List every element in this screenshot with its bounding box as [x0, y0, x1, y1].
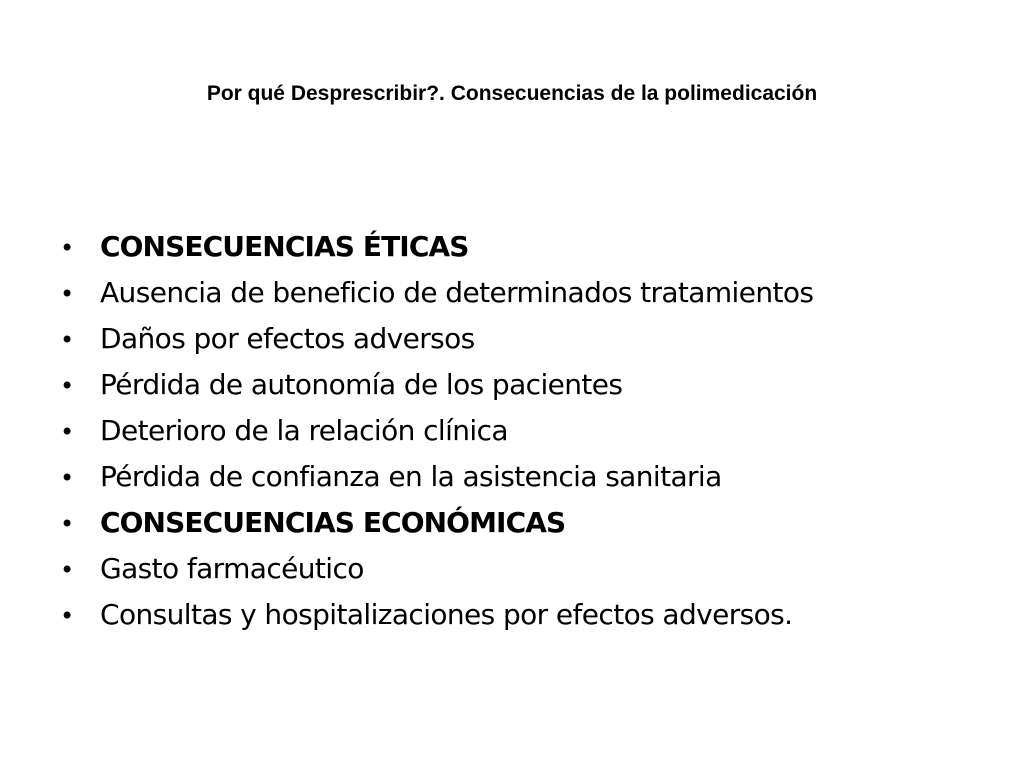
bullet-icon: •: [60, 510, 74, 538]
bullet-icon: •: [60, 234, 74, 262]
list-item-text: CONSECUENCIAS ÉTICAS: [100, 230, 469, 263]
bullet-icon: •: [60, 326, 74, 354]
list-item-text: Daños por efectos adversos: [100, 322, 475, 355]
bullet-icon: •: [60, 602, 74, 630]
list-item: [60, 408, 813, 454]
list-item-text: Gasto farmacéutico: [100, 552, 364, 585]
list-item: [60, 316, 813, 362]
list-item: [60, 592, 813, 638]
bullet-list: [60, 224, 813, 638]
list-item-text: Ausencia de beneficio de determinados tratamientos: [100, 276, 814, 309]
list-item-text: CONSECUENCIAS ECONÓMICAS: [100, 506, 566, 539]
list-item-text: Pérdida de autonomía de los pacientes: [100, 368, 623, 401]
bullet-icon: •: [60, 280, 74, 308]
list-item-text: Deterioro de la relación clínica: [100, 414, 508, 447]
list-item-text: Pérdida de confianza en la asistencia sanitaria: [100, 460, 722, 493]
list-item-text: Consultas y hospitalizaciones por efectos adversos.: [100, 598, 793, 631]
bullet-icon: •: [60, 556, 74, 584]
slide-title: Por qué Desprescribir?. Consecuencias de la polimedicación: [206, 82, 818, 105]
bullet-icon: •: [60, 464, 74, 492]
list-item: [60, 454, 813, 500]
list-item: [60, 270, 813, 316]
list-item: [60, 224, 813, 270]
bullet-icon: •: [60, 372, 74, 400]
list-item: [60, 500, 813, 546]
list-item: [60, 546, 813, 592]
list-item: [60, 362, 813, 408]
bullet-icon: •: [60, 418, 74, 446]
